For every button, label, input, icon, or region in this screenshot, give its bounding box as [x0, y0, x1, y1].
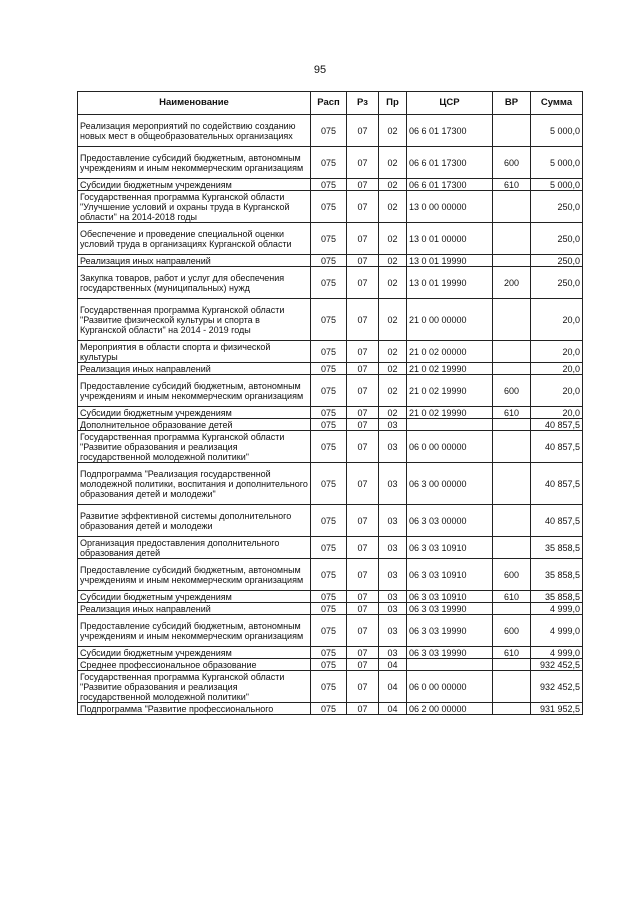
table-row [78, 659, 583, 671]
cell-rz: 07 [347, 267, 379, 299]
table-row [78, 363, 583, 375]
cell-pr: 02 [379, 407, 407, 419]
cell-name: Реализация иных направлений [78, 363, 311, 375]
cell-rasp: 075 [311, 223, 347, 255]
cell-pr: 03 [379, 603, 407, 615]
cell-vr: 600 [493, 615, 531, 647]
cell-rz: 07 [347, 537, 379, 559]
cell-csr: 06 3 03 19990 [407, 615, 493, 647]
cell-rasp: 075 [311, 407, 347, 419]
header-rz: Рз [347, 92, 379, 115]
page-number: 95 [313, 64, 327, 76]
cell-rz: 07 [347, 505, 379, 537]
cell-sum: 20,0 [531, 363, 583, 375]
cell-sum: 35 858,5 [531, 559, 583, 591]
cell-vr [493, 431, 531, 463]
cell-rasp: 075 [311, 537, 347, 559]
cell-pr: 02 [379, 267, 407, 299]
cell-name: Реализация иных направлений [78, 255, 311, 267]
cell-sum: 932 452,5 [531, 659, 583, 671]
cell-sum: 932 452,5 [531, 671, 583, 703]
cell-sum: 250,0 [531, 255, 583, 267]
table-row [78, 179, 583, 191]
cell-csr: 06 6 01 17300 [407, 147, 493, 179]
table-row [78, 341, 583, 363]
cell-rz: 07 [347, 671, 379, 703]
cell-name: Реализация мероприятий по содействию созданию новых мест в общеобразовательных организациях [78, 115, 311, 147]
cell-name: Предоставление субсидий бюджетным, автономным учреждениям и иным некоммерческим организациям [78, 147, 311, 179]
cell-rasp: 075 [311, 299, 347, 341]
cell-rasp: 075 [311, 659, 347, 671]
cell-pr: 02 [379, 179, 407, 191]
cell-rasp: 075 [311, 505, 347, 537]
cell-rz: 07 [347, 407, 379, 419]
cell-rasp: 075 [311, 115, 347, 147]
cell-csr: 21 0 02 19990 [407, 375, 493, 407]
cell-rz: 07 [347, 375, 379, 407]
cell-pr: 03 [379, 505, 407, 537]
cell-rasp: 075 [311, 559, 347, 591]
cell-rasp: 075 [311, 267, 347, 299]
table-row [78, 419, 583, 431]
cell-name: Государственная программа Курганской области "Улучшение условий и охраны труда в Курганской области" на 2014-2018 годы [78, 191, 311, 223]
cell-pr: 02 [379, 341, 407, 363]
cell-sum: 40 857,5 [531, 431, 583, 463]
cell-csr: 06 3 03 10910 [407, 559, 493, 591]
cell-csr: 06 3 03 10910 [407, 591, 493, 603]
cell-csr: 06 3 03 19990 [407, 647, 493, 659]
cell-rasp: 075 [311, 463, 347, 505]
cell-rasp: 075 [311, 147, 347, 179]
table-row [78, 299, 583, 341]
cell-rasp: 075 [311, 419, 347, 431]
cell-sum: 20,0 [531, 375, 583, 407]
cell-name: Субсидии бюджетным учреждениям [78, 407, 311, 419]
table-row [78, 191, 583, 223]
cell-csr: 06 3 03 00000 [407, 505, 493, 537]
cell-vr [493, 659, 531, 671]
cell-csr: 06 3 00 00000 [407, 463, 493, 505]
cell-rz: 07 [347, 255, 379, 267]
cell-name: Подпрограмма "Развитие профессионального [78, 703, 311, 715]
cell-pr: 03 [379, 419, 407, 431]
cell-csr: 06 6 01 17300 [407, 115, 493, 147]
table-row [78, 591, 583, 603]
cell-rasp: 075 [311, 255, 347, 267]
cell-pr: 02 [379, 191, 407, 223]
table-row [78, 115, 583, 147]
cell-sum: 4 999,0 [531, 647, 583, 659]
cell-vr [493, 603, 531, 615]
cell-rasp: 075 [311, 341, 347, 363]
cell-vr [493, 703, 531, 715]
cell-vr [493, 419, 531, 431]
cell-rasp: 075 [311, 375, 347, 407]
cell-pr: 04 [379, 659, 407, 671]
cell-name: Субсидии бюджетным учреждениям [78, 591, 311, 603]
cell-vr: 610 [493, 647, 531, 659]
cell-rz: 07 [347, 615, 379, 647]
cell-sum: 20,0 [531, 299, 583, 341]
cell-rasp: 075 [311, 591, 347, 603]
table-row [78, 603, 583, 615]
cell-pr: 02 [379, 375, 407, 407]
table-row [78, 703, 583, 715]
table-row [78, 671, 583, 703]
cell-rasp: 075 [311, 191, 347, 223]
table-row [78, 647, 583, 659]
cell-vr: 600 [493, 147, 531, 179]
cell-rz: 07 [347, 431, 379, 463]
cell-rz: 07 [347, 115, 379, 147]
cell-name: Субсидии бюджетным учреждениям [78, 179, 311, 191]
cell-csr: 21 0 02 19990 [407, 363, 493, 375]
cell-name: Предоставление субсидий бюджетным, автономным учреждениям и иным некоммерческим организациям [78, 559, 311, 591]
cell-rz: 07 [347, 463, 379, 505]
cell-rz: 07 [347, 647, 379, 659]
cell-rz: 07 [347, 179, 379, 191]
cell-rz: 07 [347, 191, 379, 223]
cell-rz: 07 [347, 341, 379, 363]
cell-vr [493, 537, 531, 559]
cell-sum: 5 000,0 [531, 115, 583, 147]
cell-pr: 03 [379, 615, 407, 647]
cell-rasp: 075 [311, 615, 347, 647]
cell-pr: 02 [379, 363, 407, 375]
cell-sum: 250,0 [531, 191, 583, 223]
cell-csr: 21 0 02 00000 [407, 341, 493, 363]
cell-name: Организация предоставления дополнительного образования детей [78, 537, 311, 559]
cell-vr: 610 [493, 407, 531, 419]
table-row [78, 615, 583, 647]
cell-pr: 02 [379, 115, 407, 147]
cell-name: Субсидии бюджетным учреждениям [78, 647, 311, 659]
cell-csr: 06 0 00 00000 [407, 671, 493, 703]
cell-csr: 06 6 01 17300 [407, 179, 493, 191]
cell-csr: 13 0 01 00000 [407, 223, 493, 255]
cell-rz: 07 [347, 299, 379, 341]
table-row [78, 147, 583, 179]
cell-name: Реализация иных направлений [78, 603, 311, 615]
cell-vr [493, 341, 531, 363]
cell-sum: 250,0 [531, 267, 583, 299]
cell-name: Закупка товаров, работ и услуг для обеспечения государственных (муниципальных) нужд [78, 267, 311, 299]
cell-pr: 03 [379, 559, 407, 591]
cell-rasp: 075 [311, 363, 347, 375]
cell-csr: 06 3 03 10910 [407, 537, 493, 559]
cell-vr [493, 463, 531, 505]
cell-vr: 600 [493, 375, 531, 407]
cell-rz: 07 [347, 591, 379, 603]
cell-rz: 07 [347, 559, 379, 591]
cell-csr: 13 0 01 19990 [407, 255, 493, 267]
cell-pr: 03 [379, 431, 407, 463]
cell-rasp: 075 [311, 431, 347, 463]
cell-vr: 200 [493, 267, 531, 299]
budget-table [77, 91, 583, 715]
cell-sum: 40 857,5 [531, 463, 583, 505]
cell-rz: 07 [347, 703, 379, 715]
cell-rz: 07 [347, 659, 379, 671]
cell-csr [407, 419, 493, 431]
cell-sum: 20,0 [531, 341, 583, 363]
cell-sum: 931 952,5 [531, 703, 583, 715]
cell-rz: 07 [347, 223, 379, 255]
table-row [78, 375, 583, 407]
cell-vr [493, 191, 531, 223]
cell-name: Подпрограмма "Реализация государственной молодежной политики, воспитания и дополнительного образования детей и молодежи" [78, 463, 311, 505]
header-row [78, 92, 583, 115]
cell-name: Государственная программа Курганской области "Развитие образования и реализация государственной молодежной политики" [78, 431, 311, 463]
cell-sum: 4 999,0 [531, 615, 583, 647]
cell-vr [493, 299, 531, 341]
cell-name: Государственная программа Курганской области "Развитие физической культуры и спорта в Курганской области" на 2014 - 2019 годы [78, 299, 311, 341]
header-name: Наименование [78, 92, 311, 115]
cell-name: Дополнительное образование детей [78, 419, 311, 431]
cell-sum: 40 857,5 [531, 419, 583, 431]
cell-sum: 20,0 [531, 407, 583, 419]
cell-name: Предоставление субсидий бюджетным, автономным учреждениям и иным некоммерческим организациям [78, 375, 311, 407]
cell-rasp: 075 [311, 671, 347, 703]
cell-sum: 40 857,5 [531, 505, 583, 537]
cell-csr: 06 2 00 00000 [407, 703, 493, 715]
cell-rz: 07 [347, 147, 379, 179]
cell-sum: 4 999,0 [531, 603, 583, 615]
cell-pr: 03 [379, 591, 407, 603]
table-row [78, 463, 583, 505]
cell-rz: 07 [347, 603, 379, 615]
header-csr: ЦСР [407, 92, 493, 115]
cell-pr: 02 [379, 255, 407, 267]
cell-rasp: 075 [311, 179, 347, 191]
cell-vr: 600 [493, 559, 531, 591]
header-vr: ВР [493, 92, 531, 115]
cell-pr: 02 [379, 299, 407, 341]
header-sum: Сумма [531, 92, 583, 115]
cell-csr: 06 3 03 19990 [407, 603, 493, 615]
cell-vr [493, 671, 531, 703]
cell-vr [493, 255, 531, 267]
cell-sum: 5 000,0 [531, 147, 583, 179]
header-pr: Пр [379, 92, 407, 115]
table-row [78, 505, 583, 537]
cell-name: Мероприятия в области спорта и физической культуры [78, 341, 311, 363]
cell-csr: 13 0 01 19990 [407, 267, 493, 299]
cell-pr: 04 [379, 703, 407, 715]
cell-pr: 03 [379, 537, 407, 559]
cell-vr [493, 223, 531, 255]
cell-csr: 21 0 02 19990 [407, 407, 493, 419]
cell-name: Среднее профессиональное образование [78, 659, 311, 671]
cell-vr: 610 [493, 591, 531, 603]
header-rasp: Расп [311, 92, 347, 115]
table-row [78, 407, 583, 419]
cell-csr: 06 0 00 00000 [407, 431, 493, 463]
table-row [78, 255, 583, 267]
cell-name: Обеспечение и проведение специальной оценки условий труда в организациях Курганской области [78, 223, 311, 255]
table-row [78, 223, 583, 255]
table-row [78, 537, 583, 559]
cell-sum: 250,0 [531, 223, 583, 255]
table-row [78, 559, 583, 591]
cell-rz: 07 [347, 363, 379, 375]
cell-vr [493, 363, 531, 375]
cell-vr: 610 [493, 179, 531, 191]
cell-vr [493, 505, 531, 537]
cell-rasp: 075 [311, 703, 347, 715]
cell-pr: 03 [379, 463, 407, 505]
cell-rasp: 075 [311, 647, 347, 659]
cell-rasp: 075 [311, 603, 347, 615]
cell-pr: 02 [379, 223, 407, 255]
cell-name: Предоставление субсидий бюджетным, автономным учреждениям и иным некоммерческим организациям [78, 615, 311, 647]
cell-name: Развитие эффективной системы дополнительного образования детей и молодежи [78, 505, 311, 537]
cell-csr: 21 0 00 00000 [407, 299, 493, 341]
cell-sum: 35 858,5 [531, 591, 583, 603]
table-row [78, 267, 583, 299]
cell-pr: 03 [379, 647, 407, 659]
cell-pr: 02 [379, 147, 407, 179]
cell-sum: 35 858,5 [531, 537, 583, 559]
cell-vr [493, 115, 531, 147]
cell-csr: 13 0 00 00000 [407, 191, 493, 223]
cell-rz: 07 [347, 419, 379, 431]
cell-name: Государственная программа Курганской области "Развитие образования и реализация государственной молодежной политики" [78, 671, 311, 703]
cell-sum: 5 000,0 [531, 179, 583, 191]
table-row [78, 431, 583, 463]
cell-csr [407, 659, 493, 671]
cell-pr: 04 [379, 671, 407, 703]
